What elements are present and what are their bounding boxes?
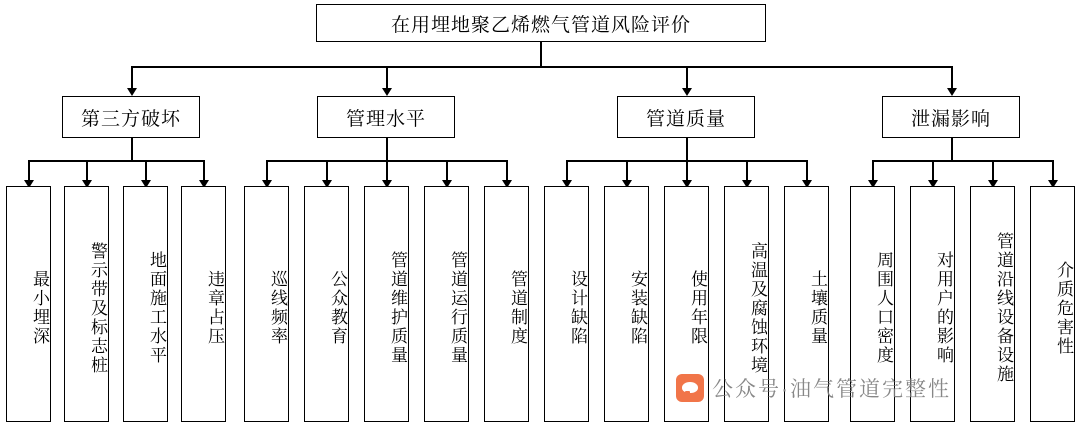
leaf-label: 对用户的影响: [934, 251, 953, 365]
connector-cat-drop-2: [386, 66, 388, 90]
leaf-label: 警示带及标志桩: [88, 241, 107, 375]
connector-g3-drop-1: [566, 160, 568, 182]
leaf-label: 公众教育: [328, 270, 347, 346]
connector-g4-drop-1: [872, 160, 874, 182]
connector-g3-stem: [686, 138, 688, 160]
connector-cat-drop-3: [686, 66, 688, 90]
connector-cat-drop-4: [951, 66, 953, 90]
watermark: [676, 373, 951, 403]
leaf-node: [970, 186, 1015, 422]
leaf-label: 最小埋深: [30, 270, 49, 346]
leaf-node: [6, 186, 51, 422]
connector-g2-drop-1: [266, 160, 268, 182]
category-node-3: 管道质量: [617, 96, 755, 138]
leaf-node: [181, 186, 226, 422]
connector-g2-stem: [386, 138, 388, 160]
leaf-label: 管道沿线设备设施: [994, 232, 1013, 384]
leaf-label: 管道维护质量: [388, 251, 407, 365]
connector-g1-drop-2: [86, 160, 88, 182]
connector-g1-stem: [131, 138, 133, 160]
leaf-label: 土壤质量: [808, 270, 827, 346]
category-node-2: 管理水平: [317, 96, 455, 138]
connector-g3-drop-2: [626, 160, 628, 182]
connector-g4-bus: [872, 160, 1052, 162]
arrow-cat-4: [947, 88, 957, 96]
leaf-label: 管道制度: [508, 270, 527, 346]
connector-g1-drop-3: [145, 160, 147, 182]
category-node-1: 第三方破坏: [62, 96, 200, 138]
connector-g3-drop-3: [686, 160, 688, 182]
connector-root-stem: [540, 42, 542, 66]
connector-g1-bus: [28, 160, 203, 162]
leaf-node: [1030, 186, 1075, 422]
leaf-node: [424, 186, 469, 422]
arrow-cat-2: [382, 88, 392, 96]
leaf-node: [64, 186, 109, 422]
leaf-node: [364, 186, 409, 422]
leaf-label: 高温及腐蚀环境: [748, 241, 767, 375]
arrow-cat-3: [682, 88, 692, 96]
connector-g4-drop-3: [992, 160, 994, 182]
connector-g3-drop-5: [806, 160, 808, 182]
connector-g2-drop-2: [326, 160, 328, 182]
connector-g1-drop-4: [203, 160, 205, 182]
leaf-node: [604, 186, 649, 422]
connector-g2-drop-5: [506, 160, 508, 182]
leaf-node: [123, 186, 168, 422]
watermark-text: 公众号·油气管道完整性: [712, 378, 951, 401]
leaf-node: [484, 186, 529, 422]
connector-g2-drop-3: [386, 160, 388, 182]
leaf-label: 违章占压: [205, 270, 224, 346]
connector-main-bus: [131, 66, 951, 68]
leaf-label: 设计缺陷: [568, 270, 587, 346]
arrow-cat-1: [127, 88, 137, 96]
wechat-official-account-icon: [676, 374, 704, 402]
leaf-label: 介质危害性: [1054, 260, 1073, 356]
connector-g3-drop-4: [746, 160, 748, 182]
root-node: 在用埋地聚乙烯燃气管道风险评价: [316, 4, 766, 42]
leaf-node: [304, 186, 349, 422]
connector-g2-drop-4: [446, 160, 448, 182]
leaf-label: 周围人口密度: [874, 251, 893, 365]
leaf-label: 巡线频率: [268, 270, 287, 346]
connector-g4-stem: [951, 138, 953, 160]
leaf-label: 管道运行质量: [448, 251, 467, 365]
leaf-label: 使用年限: [688, 270, 707, 346]
leaf-node: [244, 186, 289, 422]
connector-g4-drop-4: [1052, 160, 1054, 182]
leaf-node: [544, 186, 589, 422]
connector-g1-drop-1: [28, 160, 30, 182]
leaf-label: 安装缺陷: [628, 270, 647, 346]
category-node-4: 泄漏影响: [882, 96, 1020, 138]
connector-cat-drop-1: [131, 66, 133, 90]
leaf-label: 地面施工水平: [147, 251, 166, 365]
connector-g4-drop-2: [932, 160, 934, 182]
